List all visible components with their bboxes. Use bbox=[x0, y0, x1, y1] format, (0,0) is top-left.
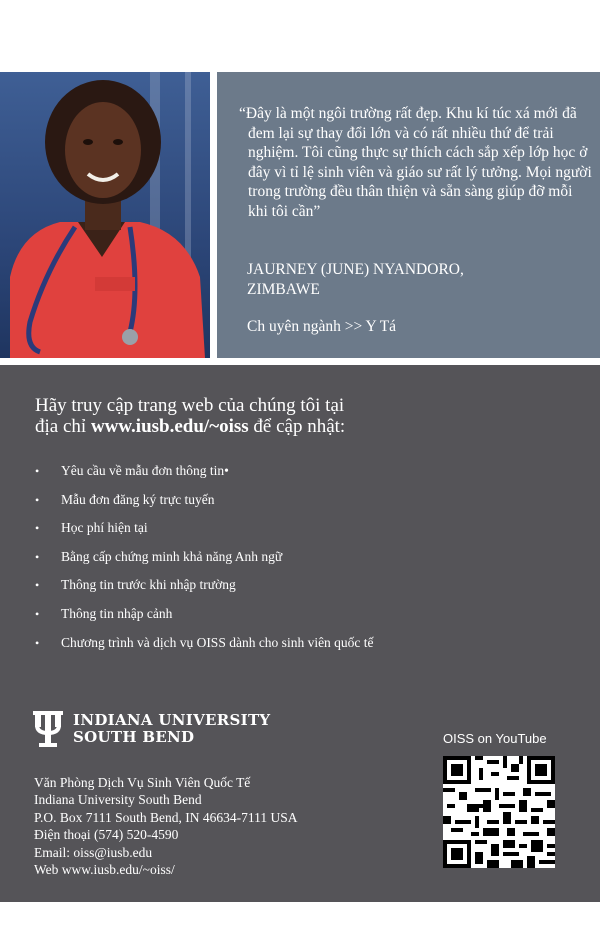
university-name-line1: INDIANA UNIVERSITY bbox=[73, 711, 271, 729]
bullet-icon: • bbox=[35, 521, 40, 536]
info-panel bbox=[0, 365, 600, 902]
contact-address bbox=[34, 774, 298, 878]
list-item: • Học phí hiện tại bbox=[35, 514, 555, 543]
list-item: • Yêu cầu về mẫu đơn thông tin• bbox=[35, 457, 555, 486]
iu-logo bbox=[33, 711, 270, 747]
list-item: • Thông tin nhập cảnh bbox=[35, 600, 555, 629]
website-link[interactable]: www.iusb.edu/~oiss bbox=[90, 416, 249, 437]
update-topics-list bbox=[35, 457, 555, 657]
web-address[interactable]: Web www.iusb.edu/~oiss/ bbox=[34, 862, 175, 878]
youtube-label: OISS on YouTube bbox=[443, 731, 547, 746]
visit-heading bbox=[35, 395, 575, 437]
testimonial-quote: “Đây là một ngôi trường rất đẹp. Khu kí túc xá mới đã đem lại sự thay đổi lớn và có rất nhiều thứ để trải nghiệm. Tôi cũng thực sự thích cách sắp xếp lớp học ở đây vì tỉ lệ sinh viên và giáo sư rất lý tưởng. Mọi người trong trường đều thân thiện và sẵn sàng giúp đỡ mỗi khi tôi cần” bbox=[239, 105, 592, 220]
section-divider bbox=[0, 358, 600, 365]
bullet-icon: • bbox=[35, 578, 40, 593]
bullet-icon: • bbox=[35, 635, 40, 650]
visit-line1: Hãy truy cập trang web của chúng tôi tại bbox=[35, 395, 345, 416]
student-major: Ch uyên ngành >> Y Tá bbox=[247, 318, 397, 335]
bullet-icon: • bbox=[35, 464, 40, 478]
bullet-icon: • bbox=[35, 606, 40, 621]
list-item: • Mẫu đơn đăng ký trực tuyến bbox=[35, 486, 555, 515]
trident-icon bbox=[33, 711, 63, 747]
student-name-line1: JAURNEY (JUNE) NYANDORO, bbox=[247, 261, 464, 278]
testimonial-panel bbox=[217, 72, 600, 358]
student-photo bbox=[0, 72, 210, 358]
list-item: • Thông tin trước khi nhập trường bbox=[35, 571, 555, 600]
institution-name: Indiana University South Bend bbox=[34, 792, 202, 808]
student-name bbox=[247, 260, 464, 300]
university-name bbox=[73, 712, 270, 746]
postal-address: P.O. Box 7111 South Bend, IN 46634-7111 USA bbox=[34, 809, 298, 825]
office-name: Văn Phòng Dịch Vụ Sinh Viên Quốc Tế bbox=[34, 775, 251, 790]
email-address[interactable]: Email: oiss@iusb.edu bbox=[34, 844, 153, 860]
bullet-icon: • bbox=[35, 492, 40, 507]
student-name-line2: ZIMBAWE bbox=[247, 281, 320, 298]
university-name-line2: SOUTH BEND bbox=[73, 728, 195, 746]
phone-number: Điện thoại (574) 520-4590 bbox=[34, 827, 179, 843]
visit-line2-suffix: để cập nhật: bbox=[248, 416, 346, 437]
bullet-icon: • bbox=[35, 549, 40, 564]
qr-code-icon[interactable] bbox=[443, 756, 555, 868]
visit-line2-prefix: địa chỉ bbox=[35, 416, 91, 437]
list-item: • Chương trình và dịch vụ OISS dành cho sinh viên quốc tế bbox=[35, 629, 555, 658]
list-item: • Bằng cấp chứng minh khả năng Anh ngữ bbox=[35, 543, 555, 572]
